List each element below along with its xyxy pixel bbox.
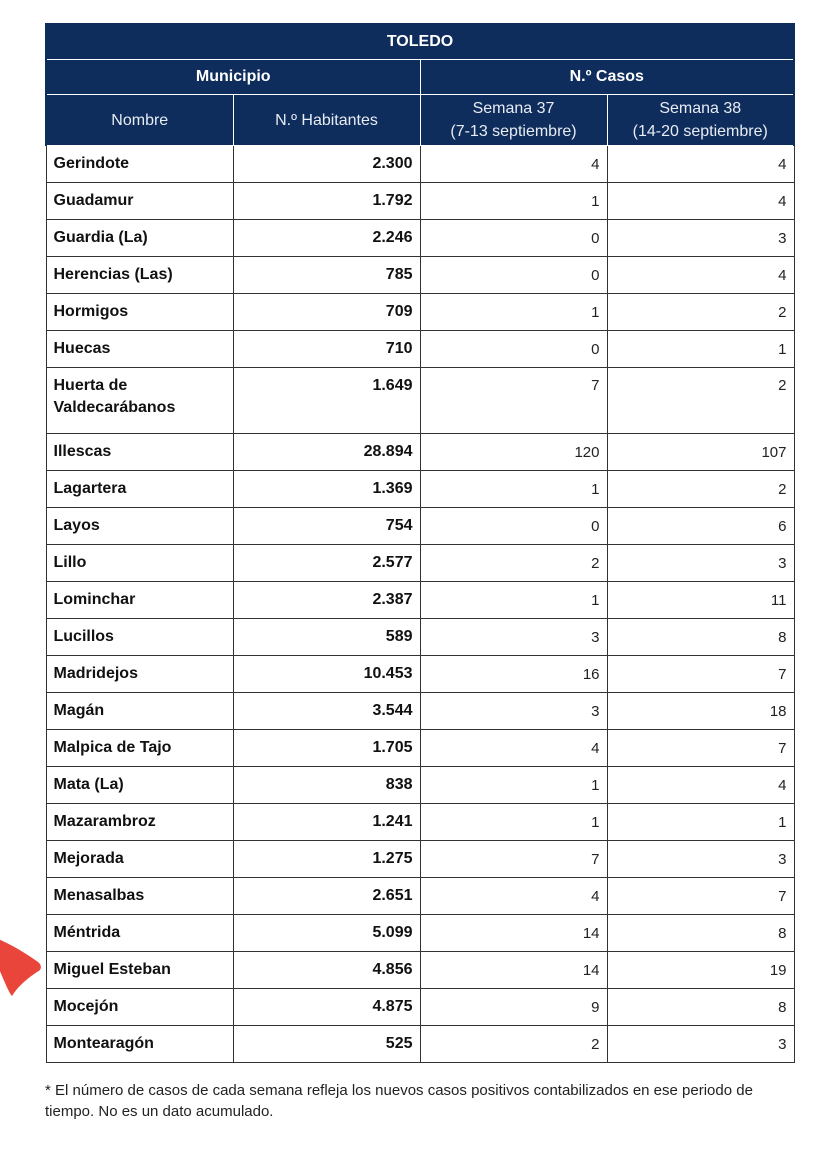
semana-38-cases: 8 (607, 915, 794, 952)
municipio-name: Méntrida (46, 915, 233, 952)
semana-37-range: (7-13 septiembre) (450, 123, 577, 140)
municipio-name: Illescas (46, 434, 233, 471)
table-row (46, 730, 794, 767)
semana-38-cases: 6 (607, 508, 794, 545)
municipio-name: Huecas (46, 331, 233, 368)
habitantes-value: 1.275 (233, 841, 420, 878)
municipio-name: Herencias (Las) (46, 257, 233, 294)
semana-38-cases: 3 (607, 841, 794, 878)
table-row (46, 1026, 794, 1063)
semana-38-cases: 18 (607, 693, 794, 730)
habitantes-value: 4.875 (233, 989, 420, 1026)
group-header-casos: N.º Casos (420, 60, 794, 95)
table-row (46, 841, 794, 878)
municipio-name: Miguel Esteban (46, 952, 233, 989)
municipio-name: Lominchar (46, 582, 233, 619)
habitantes-value: 5.099 (233, 915, 420, 952)
municipio-name: Madridejos (46, 656, 233, 693)
semana-38-cases: 7 (607, 730, 794, 767)
semana-37-cases: 1 (420, 767, 607, 804)
table-row (46, 146, 794, 183)
habitantes-value: 838 (233, 767, 420, 804)
column-header-nombre: Nombre (46, 95, 233, 146)
semana-37-cases: 2 (420, 545, 607, 582)
semana-37-cases: 120 (420, 434, 607, 471)
semana-37-cases: 4 (420, 146, 607, 183)
semana-38-cases: 8 (607, 989, 794, 1026)
table-row (46, 508, 794, 545)
habitantes-value: 1.705 (233, 730, 420, 767)
semana-37-cases: 3 (420, 619, 607, 656)
semana-37-cases: 16 (420, 656, 607, 693)
semana-37-cases: 7 (420, 368, 607, 434)
municipio-name: Menasalbas (46, 878, 233, 915)
semana-37-cases: 1 (420, 183, 607, 220)
column-header-habitantes: N.º Habitantes (233, 95, 420, 146)
municipio-name: Lagartera (46, 471, 233, 508)
semana-38-cases: 7 (607, 878, 794, 915)
habitantes-value: 2.300 (233, 146, 420, 183)
semana-37-cases: 7 (420, 841, 607, 878)
column-header-semana-38 (607, 95, 794, 146)
semana-38-cases: 8 (607, 619, 794, 656)
semana-37-cases: 3 (420, 693, 607, 730)
table-row (46, 220, 794, 257)
habitantes-value: 2.387 (233, 582, 420, 619)
semana-37-cases: 1 (420, 471, 607, 508)
semana-38-cases: 1 (607, 331, 794, 368)
semana-38-cases: 4 (607, 257, 794, 294)
semana-38-cases: 2 (607, 368, 794, 434)
semana-38-label: Semana 38 (659, 100, 742, 117)
municipio-name: Lucillos (46, 619, 233, 656)
habitantes-value: 785 (233, 257, 420, 294)
semana-37-cases: 1 (420, 294, 607, 331)
semana-37-cases: 14 (420, 915, 607, 952)
footnote: * El número de casos de cada semana refleja los nuevos casos positivos contabilizados en ese periodo de tiempo. No es un dato acumulado. (45, 1082, 753, 1120)
semana-37-cases: 0 (420, 331, 607, 368)
red-brush-arrow-icon (0, 930, 50, 1000)
habitantes-value: 754 (233, 508, 420, 545)
municipio-name: Huerta de Valdecarábanos (46, 368, 233, 434)
table-row (46, 331, 794, 368)
semana-37-cases: 1 (420, 804, 607, 841)
table-row (46, 257, 794, 294)
municipio-name: Malpica de Tajo (46, 730, 233, 767)
habitantes-value: 4.856 (233, 952, 420, 989)
semana-38-cases: 4 (607, 183, 794, 220)
table-body (46, 146, 794, 1063)
municipio-name: Montearagón (46, 1026, 233, 1063)
municipio-name: Mocejón (46, 989, 233, 1026)
table-row (46, 294, 794, 331)
semana-38-cases: 107 (607, 434, 794, 471)
table-row (46, 183, 794, 220)
table-row (46, 952, 794, 989)
table-row (46, 693, 794, 730)
semana-37-cases: 0 (420, 508, 607, 545)
habitantes-value: 1.649 (233, 368, 420, 434)
municipio-name: Lillo (46, 545, 233, 582)
table-row (46, 434, 794, 471)
habitantes-value: 28.894 (233, 434, 420, 471)
semana-37-cases: 4 (420, 730, 607, 767)
semana-37-cases: 14 (420, 952, 607, 989)
table-row (46, 545, 794, 582)
table-row (46, 471, 794, 508)
habitantes-value: 589 (233, 619, 420, 656)
semana-38-cases: 2 (607, 471, 794, 508)
semana-37-cases: 2 (420, 1026, 607, 1063)
column-header-semana-37 (420, 95, 607, 146)
semana-38-cases: 3 (607, 545, 794, 582)
semana-37-cases: 0 (420, 220, 607, 257)
municipio-name: Mata (La) (46, 767, 233, 804)
table-row (46, 767, 794, 804)
semana-38-cases: 3 (607, 1026, 794, 1063)
municipio-name: Layos (46, 508, 233, 545)
municipio-name: Mazarambroz (46, 804, 233, 841)
semana-37-label: Semana 37 (472, 100, 555, 117)
semana-38-cases: 1 (607, 804, 794, 841)
habitantes-value: 525 (233, 1026, 420, 1063)
habitantes-value: 1.369 (233, 471, 420, 508)
habitantes-value: 3.544 (233, 693, 420, 730)
habitantes-value: 2.577 (233, 545, 420, 582)
table-row (46, 989, 794, 1026)
municipio-name: Magán (46, 693, 233, 730)
habitantes-value: 1.241 (233, 804, 420, 841)
municipio-name: Gerindote (46, 146, 233, 183)
semana-38-cases: 7 (607, 656, 794, 693)
semana-38-cases: 3 (607, 220, 794, 257)
habitantes-value: 710 (233, 331, 420, 368)
habitantes-value: 709 (233, 294, 420, 331)
semana-37-cases: 1 (420, 582, 607, 619)
habitantes-value: 2.246 (233, 220, 420, 257)
semana-38-cases: 2 (607, 294, 794, 331)
semana-37-cases: 4 (420, 878, 607, 915)
municipio-name: Guardia (La) (46, 220, 233, 257)
habitantes-value: 2.651 (233, 878, 420, 915)
table-row (46, 878, 794, 915)
table-row (46, 656, 794, 693)
semana-38-cases: 19 (607, 952, 794, 989)
table-row (46, 368, 794, 434)
group-header-municipio: Municipio (46, 60, 420, 95)
habitantes-value: 10.453 (233, 656, 420, 693)
semana-38-cases: 4 (607, 767, 794, 804)
table-row (46, 619, 794, 656)
table-row (46, 804, 794, 841)
semana-38-cases: 11 (607, 582, 794, 619)
table-row (46, 915, 794, 952)
semana-37-cases: 9 (420, 989, 607, 1026)
semana-38-cases: 4 (607, 146, 794, 183)
semana-37-cases: 0 (420, 257, 607, 294)
table-row (46, 582, 794, 619)
municipio-name: Guadamur (46, 183, 233, 220)
toledo-cases-table (45, 23, 795, 1063)
habitantes-value: 1.792 (233, 183, 420, 220)
municipio-name: Hormigos (46, 294, 233, 331)
semana-38-range: (14-20 septiembre) (632, 123, 768, 140)
municipio-name: Mejorada (46, 841, 233, 878)
table-title: TOLEDO (46, 24, 794, 60)
